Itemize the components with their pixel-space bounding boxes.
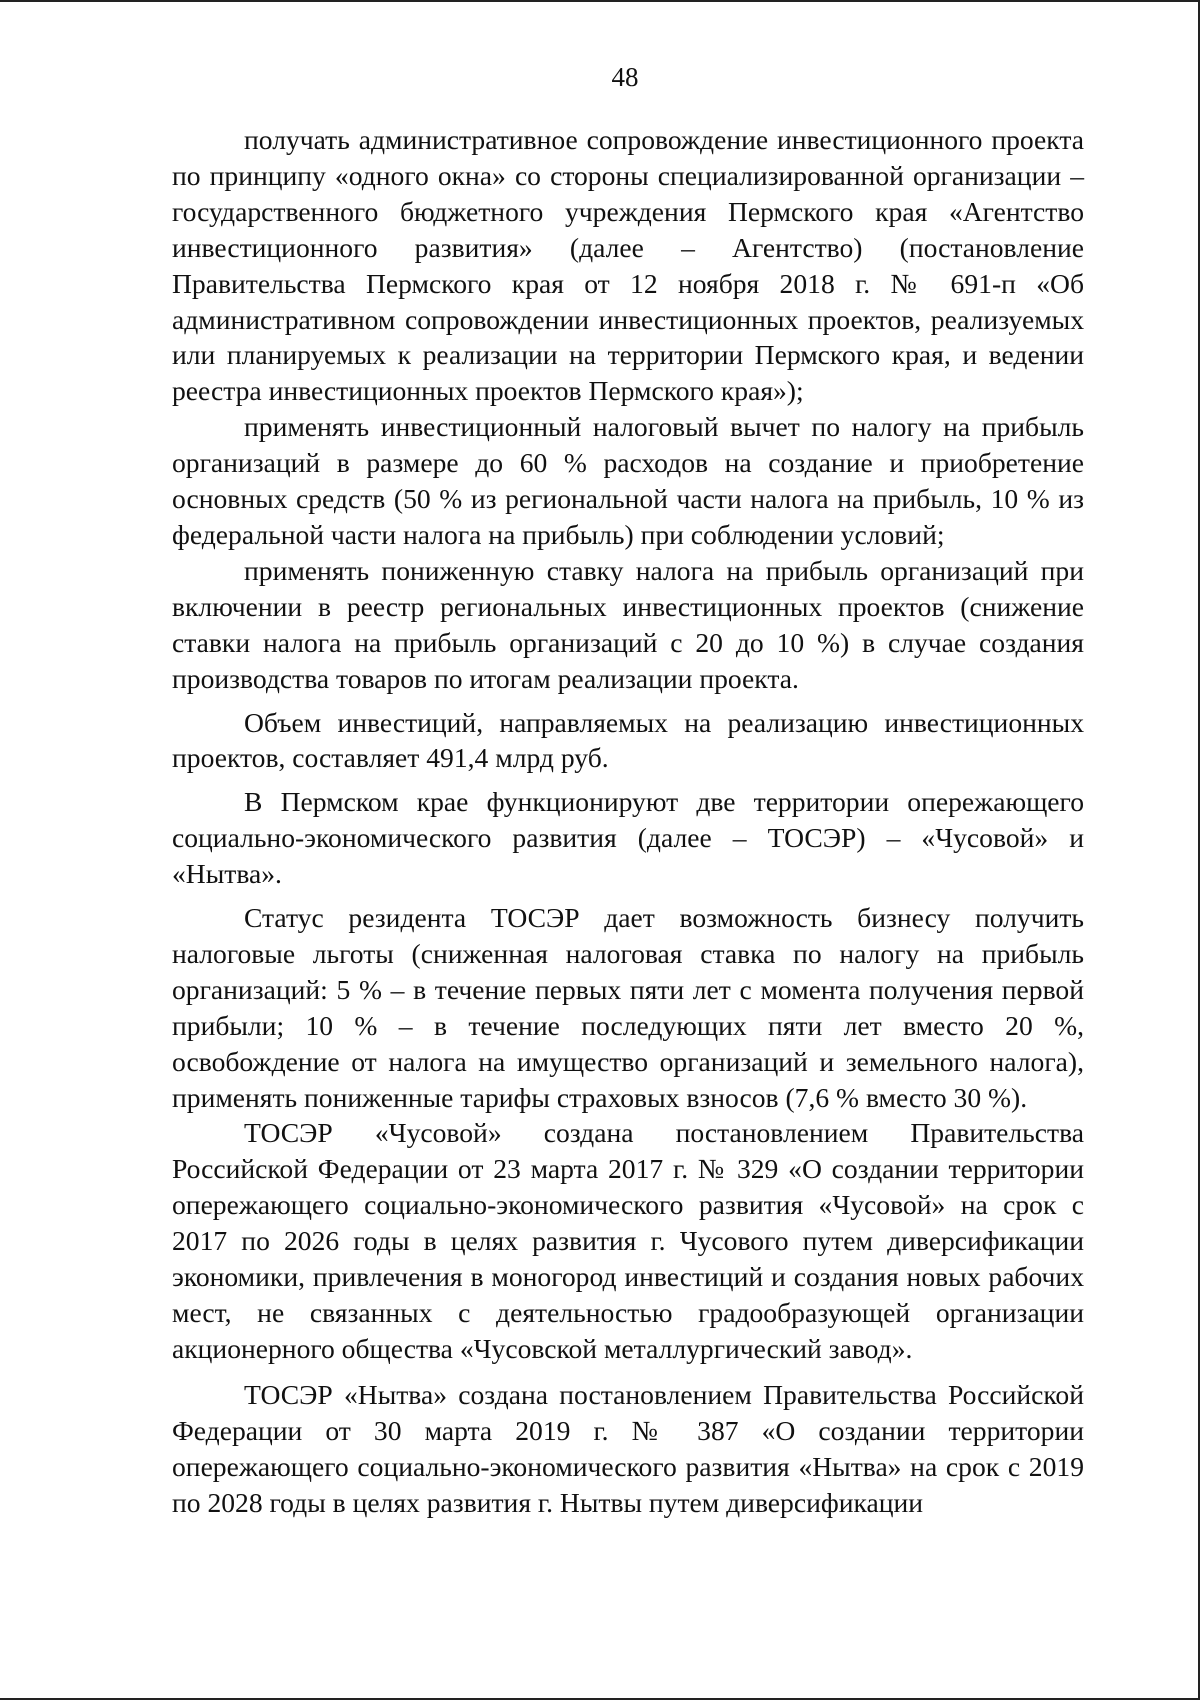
paragraph-tosor-nytva: ТОСЭР «Нытва» создана постановлением Правительства Российской Федерации от 30 марта 2019 г. № 387 «О создании территории опережающего социально-экономического развития «Нытва» на срок с 2019 по 2028 годы в целях развития г. Нытвы путем диверсификации (172, 1378, 1084, 1518)
document-body (172, 122, 1084, 1520)
paragraph-investment-volume: Объем инвестиций, направляемых на реализацию инвестиционных проектов, составляет 491,4 млрд руб. (172, 706, 1084, 774)
page-number: 48 (611, 62, 639, 92)
paragraph-one-stop-support: получать административное сопровождение инвестиционного проекта по принципу «одного окна» со стороны специализированной организации – государственного бюджетного учреждения Пермского края «Агентство инвестиционного развития» (далее – Агентство) (постановление Правительства Пермского края от 12 ноября 2018 г. № 691-п «Об административном сопровождении инвестиционных проектов, реализуемых или планируемых к реализации на территории Пермского края, и ведении реестра инвестиционных проектов Пермского края»); (172, 124, 1084, 407)
paragraph-tosor-territories: В Пермском крае функционируют две территории опережающего социально-экономического развития (далее – ТОСЭР) – «Чусовой» и «Нытва». (172, 786, 1084, 890)
paragraph-reduced-profit-tax: применять пониженную ставку налога на прибыль организаций при включении в реестр региональных инвестиционных проектов (снижение ставки налога на прибыль организаций с 20 до 10 %) в случае создания производства товаров по итогам реализации проекта. (172, 554, 1084, 694)
scan-edge-top (0, 0, 1200, 2)
paragraph-investment-tax-deduction: применять инвестиционный налоговый вычет по налогу на прибыль организаций в размере до 60 % расходов на создание и приобретение основных средств (50 % из региональной части налога на прибыль, 10 % из федеральной части налога на прибыль) при соблюдении условий; (172, 411, 1084, 550)
paragraph-tosor-chusovoy: ТОСЭР «Чусовой» создана постановлением Правительства Российской Федерации от 23 марта 2017 г. № 329 «О создании территории опережающего социально-экономического развития «Чусовой» на срок с 2017 по 2026 годы в целях развития г. Чусового путем диверсификации экономики, привлечения в моногород инвестиций и создания новых рабочих мест, не связанных с деятельностью градообразующей организации акционерного общества «Чусовской металлургический завод». (172, 1117, 1084, 1364)
paragraph-resident-status: Статус резидента ТОСЭР дает возможность бизнесу получить налоговые льготы (сниженная налоговая ставка по налогу на прибыль организаций: 5 % – в течение первых пяти лет с момента получения первой прибыли; 10 % – в течение последующих пяти лет вместо 20 %, освобождение от налога на имущество организаций и земельного налога), применять пониженные тарифы страховых взносов (7,6 % вместо 30 %). (172, 902, 1084, 1113)
